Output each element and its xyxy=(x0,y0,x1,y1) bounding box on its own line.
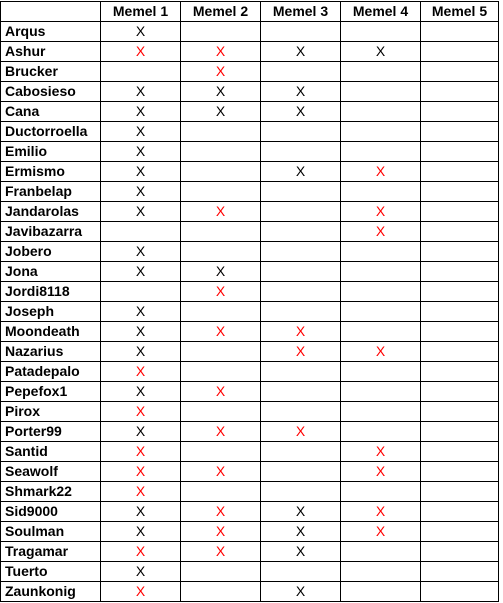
mark-cell-memel-3 xyxy=(261,282,341,302)
table-row xyxy=(1,242,499,262)
mark-cell-memel-5 xyxy=(421,162,499,182)
mark-cell-memel-4 xyxy=(341,582,421,602)
mark-cell-memel-4 xyxy=(341,102,421,122)
mark-cell-memel-2: X xyxy=(181,382,261,402)
mark-cell-memel-1 xyxy=(101,62,181,82)
row-name-cell: Patadepalo xyxy=(1,362,101,382)
mark-cell-memel-1: X xyxy=(101,302,181,322)
mark-cell-memel-3 xyxy=(261,462,341,482)
mark-cell-memel-1: X xyxy=(101,402,181,422)
header-memel-2: Memel 2 xyxy=(181,2,261,22)
mark-cell-memel-3 xyxy=(261,122,341,142)
mark-cell-memel-1: X xyxy=(101,482,181,502)
mark-cell-memel-4 xyxy=(341,422,421,442)
mark-cell-memel-2: X xyxy=(181,422,261,442)
mark-cell-memel-5 xyxy=(421,322,499,342)
mark-cell-memel-3 xyxy=(261,182,341,202)
mark-cell-memel-5 xyxy=(421,442,499,462)
mark-cell-memel-5 xyxy=(421,462,499,482)
mark-cell-memel-2 xyxy=(181,562,261,582)
table-row xyxy=(1,482,499,502)
mark-cell-memel-1: X xyxy=(101,382,181,402)
mark-cell-memel-3: X xyxy=(261,102,341,122)
mark-cell-memel-2 xyxy=(181,362,261,382)
mark-cell-memel-4: X xyxy=(341,462,421,482)
mark-cell-memel-1: X xyxy=(101,182,181,202)
mark-cell-memel-3 xyxy=(261,482,341,502)
table-row xyxy=(1,82,499,102)
mark-cell-memel-2: X xyxy=(181,262,261,282)
table-row xyxy=(1,122,499,142)
mark-cell-memel-2 xyxy=(181,442,261,462)
mark-cell-memel-5 xyxy=(421,422,499,442)
mark-cell-memel-4 xyxy=(341,562,421,582)
mark-cell-memel-3 xyxy=(261,222,341,242)
row-name-cell: Cabosieso xyxy=(1,82,101,102)
mark-cell-memel-3: X xyxy=(261,582,341,602)
header-corner xyxy=(1,2,101,22)
mark-cell-memel-4: X xyxy=(341,502,421,522)
row-name-cell: Joseph xyxy=(1,302,101,322)
row-name-cell: Nazarius xyxy=(1,342,101,362)
header-row xyxy=(1,2,499,22)
mark-cell-memel-1 xyxy=(101,222,181,242)
row-name-cell: Jona xyxy=(1,262,101,282)
mark-cell-memel-3: X xyxy=(261,542,341,562)
mark-cell-memel-2: X xyxy=(181,542,261,562)
mark-cell-memel-4: X xyxy=(341,342,421,362)
mark-cell-memel-2: X xyxy=(181,42,261,62)
mark-cell-memel-1: X xyxy=(101,342,181,362)
mark-cell-memel-3 xyxy=(261,242,341,262)
mark-cell-memel-3: X xyxy=(261,522,341,542)
table-row xyxy=(1,222,499,242)
mark-cell-memel-5 xyxy=(421,62,499,82)
mark-cell-memel-1: X xyxy=(101,582,181,602)
row-name-cell: Javibazarra xyxy=(1,222,101,242)
mark-cell-memel-1: X xyxy=(101,202,181,222)
row-name-cell: Shmark22 xyxy=(1,482,101,502)
mark-cell-memel-1: X xyxy=(101,42,181,62)
mark-cell-memel-4 xyxy=(341,122,421,142)
mark-cell-memel-2 xyxy=(181,22,261,42)
mark-cell-memel-3 xyxy=(261,262,341,282)
table-row xyxy=(1,342,499,362)
mark-cell-memel-1: X xyxy=(101,542,181,562)
mark-cell-memel-4: X xyxy=(341,202,421,222)
row-name-cell: Zaunkonig xyxy=(1,582,101,602)
table-row xyxy=(1,362,499,382)
mark-cell-memel-2 xyxy=(181,582,261,602)
mark-cell-memel-5 xyxy=(421,182,499,202)
mark-cell-memel-5 xyxy=(421,402,499,422)
table-row xyxy=(1,462,499,482)
mark-cell-memel-1: X xyxy=(101,422,181,442)
mark-cell-memel-1: X xyxy=(101,102,181,122)
mark-cell-memel-3 xyxy=(261,302,341,322)
table-row xyxy=(1,62,499,82)
table-row xyxy=(1,522,499,542)
mark-cell-memel-3: X xyxy=(261,422,341,442)
mark-cell-memel-5 xyxy=(421,142,499,162)
mark-cell-memel-4 xyxy=(341,382,421,402)
mark-cell-memel-3 xyxy=(261,62,341,82)
row-name-cell: Sid9000 xyxy=(1,502,101,522)
mark-cell-memel-2 xyxy=(181,402,261,422)
mark-cell-memel-4: X xyxy=(341,442,421,462)
header-memel-4: Memel 4 xyxy=(341,2,421,22)
table-row xyxy=(1,102,499,122)
mark-cell-memel-2: X xyxy=(181,202,261,222)
table-row xyxy=(1,442,499,462)
row-name-cell: Jordi8118 xyxy=(1,282,101,302)
row-name-cell: Jobero xyxy=(1,242,101,262)
table-row xyxy=(1,162,499,182)
mark-cell-memel-3: X xyxy=(261,42,341,62)
mark-cell-memel-2 xyxy=(181,182,261,202)
mark-cell-memel-1: X xyxy=(101,22,181,42)
mark-cell-memel-4 xyxy=(341,62,421,82)
mark-cell-memel-5 xyxy=(421,262,499,282)
mark-cell-memel-1: X xyxy=(101,502,181,522)
mark-cell-memel-5 xyxy=(421,102,499,122)
mark-cell-memel-1: X xyxy=(101,562,181,582)
row-name-cell: Emilio xyxy=(1,142,101,162)
mark-cell-memel-1: X xyxy=(101,362,181,382)
mark-cell-memel-3 xyxy=(261,382,341,402)
mark-cell-memel-4: X xyxy=(341,222,421,242)
mark-cell-memel-2: X xyxy=(181,82,261,102)
mark-cell-memel-3: X xyxy=(261,162,341,182)
mark-cell-memel-4 xyxy=(341,82,421,102)
row-name-cell: Franbelap xyxy=(1,182,101,202)
mark-cell-memel-5 xyxy=(421,522,499,542)
mark-cell-memel-3: X xyxy=(261,82,341,102)
mark-cell-memel-3: X xyxy=(261,502,341,522)
mark-cell-memel-1: X xyxy=(101,162,181,182)
mark-cell-memel-1: X xyxy=(101,522,181,542)
mark-cell-memel-1: X xyxy=(101,442,181,462)
mark-cell-memel-3 xyxy=(261,442,341,462)
mark-cell-memel-5 xyxy=(421,582,499,602)
mark-cell-memel-5 xyxy=(421,502,499,522)
row-name-cell: Pepefox1 xyxy=(1,382,101,402)
mark-cell-memel-4 xyxy=(341,142,421,162)
mark-cell-memel-5 xyxy=(421,222,499,242)
mark-cell-memel-3: X xyxy=(261,342,341,362)
mark-cell-memel-4 xyxy=(341,402,421,422)
mark-cell-memel-5 xyxy=(421,302,499,322)
table-row xyxy=(1,382,499,402)
mark-cell-memel-4: X xyxy=(341,522,421,542)
table-body xyxy=(1,22,499,602)
mark-cell-memel-3 xyxy=(261,202,341,222)
mark-cell-memel-4 xyxy=(341,282,421,302)
mark-cell-memel-3 xyxy=(261,402,341,422)
mark-cell-memel-2: X xyxy=(181,462,261,482)
mark-cell-memel-4 xyxy=(341,302,421,322)
row-name-cell: Ermismo xyxy=(1,162,101,182)
mark-cell-memel-3 xyxy=(261,142,341,162)
mark-cell-memel-4 xyxy=(341,182,421,202)
mark-cell-memel-1 xyxy=(101,282,181,302)
row-name-cell: Seawolf xyxy=(1,462,101,482)
mark-cell-memel-5 xyxy=(421,482,499,502)
mark-cell-memel-2: X xyxy=(181,62,261,82)
mark-cell-memel-5 xyxy=(421,282,499,302)
mark-cell-memel-2 xyxy=(181,142,261,162)
mark-cell-memel-4 xyxy=(341,482,421,502)
row-name-cell: Porter99 xyxy=(1,422,101,442)
mark-cell-memel-2: X xyxy=(181,282,261,302)
table-row xyxy=(1,42,499,62)
mark-cell-memel-1: X xyxy=(101,262,181,282)
table-header xyxy=(1,2,499,22)
table-row xyxy=(1,322,499,342)
mark-cell-memel-2: X xyxy=(181,102,261,122)
table-row xyxy=(1,262,499,282)
mark-cell-memel-1: X xyxy=(101,242,181,262)
row-name-cell: Moondeath xyxy=(1,322,101,342)
mark-cell-memel-5 xyxy=(421,122,499,142)
row-name-cell: Santid xyxy=(1,442,101,462)
mark-cell-memel-4: X xyxy=(341,162,421,182)
table-row xyxy=(1,202,499,222)
mark-cell-memel-1: X xyxy=(101,462,181,482)
header-memel-5: Memel 5 xyxy=(421,2,499,22)
mark-cell-memel-5 xyxy=(421,202,499,222)
mark-cell-memel-2 xyxy=(181,122,261,142)
row-name-cell: Arqus xyxy=(1,22,101,42)
table-row xyxy=(1,542,499,562)
row-name-cell: Soulman xyxy=(1,522,101,542)
row-name-cell: Cana xyxy=(1,102,101,122)
mark-cell-memel-5 xyxy=(421,382,499,402)
mark-cell-memel-2: X xyxy=(181,522,261,542)
row-name-cell: Tuerto xyxy=(1,562,101,582)
mark-cell-memel-2 xyxy=(181,222,261,242)
mark-cell-memel-2 xyxy=(181,342,261,362)
mark-cell-memel-2 xyxy=(181,162,261,182)
header-memel-3: Memel 3 xyxy=(261,2,341,22)
mark-cell-memel-3 xyxy=(261,22,341,42)
mark-cell-memel-4: X xyxy=(341,42,421,62)
table-row xyxy=(1,582,499,602)
mark-cell-memel-5 xyxy=(421,362,499,382)
attendance-table xyxy=(0,1,499,602)
mark-cell-memel-2 xyxy=(181,302,261,322)
row-name-cell: Jandarolas xyxy=(1,202,101,222)
mark-cell-memel-5 xyxy=(421,42,499,62)
mark-cell-memel-4 xyxy=(341,22,421,42)
table-row xyxy=(1,182,499,202)
mark-cell-memel-1: X xyxy=(101,122,181,142)
mark-cell-memel-4 xyxy=(341,322,421,342)
mark-cell-memel-4 xyxy=(341,542,421,562)
table-row xyxy=(1,282,499,302)
row-name-cell: Pirox xyxy=(1,402,101,422)
mark-cell-memel-4 xyxy=(341,362,421,382)
mark-cell-memel-1: X xyxy=(101,322,181,342)
mark-cell-memel-2: X xyxy=(181,502,261,522)
mark-cell-memel-4 xyxy=(341,262,421,282)
row-name-cell: Tragamar xyxy=(1,542,101,562)
table-row xyxy=(1,562,499,582)
mark-cell-memel-4 xyxy=(341,242,421,262)
mark-cell-memel-5 xyxy=(421,342,499,362)
table-row xyxy=(1,502,499,522)
mark-cell-memel-5 xyxy=(421,562,499,582)
mark-cell-memel-3 xyxy=(261,362,341,382)
mark-cell-memel-2: X xyxy=(181,322,261,342)
row-name-cell: Brucker xyxy=(1,62,101,82)
mark-cell-memel-5 xyxy=(421,22,499,42)
mark-cell-memel-1: X xyxy=(101,142,181,162)
table-row xyxy=(1,402,499,422)
table-row xyxy=(1,302,499,322)
mark-cell-memel-2 xyxy=(181,482,261,502)
table-row xyxy=(1,142,499,162)
mark-cell-memel-3: X xyxy=(261,322,341,342)
mark-cell-memel-2 xyxy=(181,242,261,262)
mark-cell-memel-3 xyxy=(261,562,341,582)
table-row xyxy=(1,22,499,42)
mark-cell-memel-5 xyxy=(421,82,499,102)
mark-cell-memel-5 xyxy=(421,242,499,262)
row-name-cell: Ashur xyxy=(1,42,101,62)
mark-cell-memel-1: X xyxy=(101,82,181,102)
mark-cell-memel-5 xyxy=(421,542,499,562)
row-name-cell: Ductorroella xyxy=(1,122,101,142)
table-row xyxy=(1,422,499,442)
header-memel-1: Memel 1 xyxy=(101,2,181,22)
